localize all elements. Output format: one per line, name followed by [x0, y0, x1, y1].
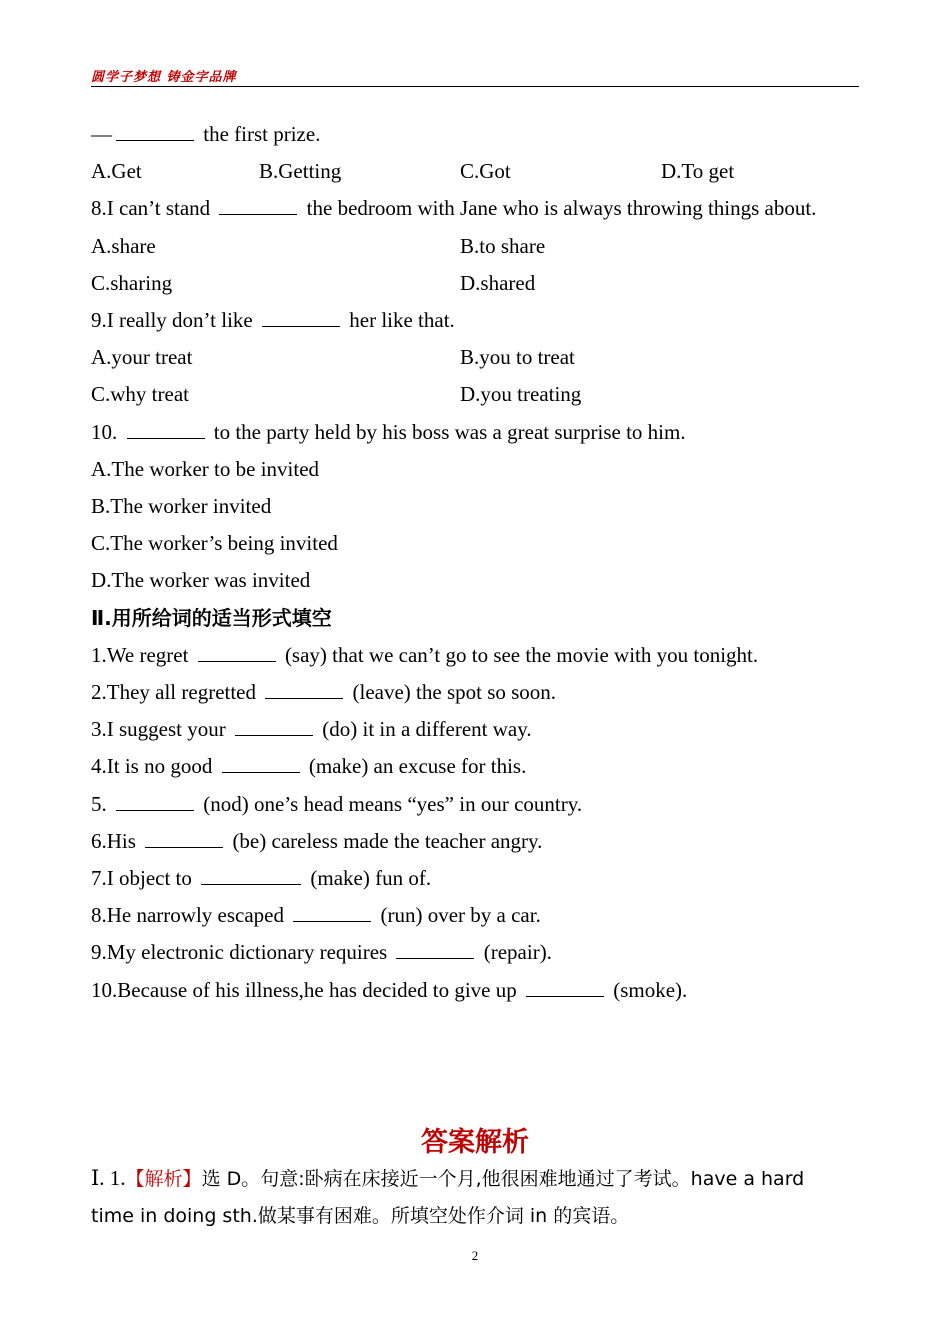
option-a: A.share — [91, 233, 156, 258]
answer-line-1 — [91, 1160, 861, 1198]
page-number: 2 — [471, 1248, 479, 1263]
question-7-options — [91, 153, 861, 190]
fill-item-9: 9.My electronic dictionary requires (repair). — [91, 940, 552, 965]
answer-blank — [293, 903, 371, 922]
question-8-options-row2 — [91, 265, 861, 302]
option-d: D.The worker was invited — [91, 568, 311, 593]
fill-item-10: 10.Because of his illness,he has decided to give up (smoke). — [91, 977, 688, 1002]
fill-item-3: 3.I suggest your (do) it in a different way. — [91, 717, 532, 742]
fill-item-6: 6.His (be) careless made the teacher angry. — [91, 828, 543, 853]
fill-item-7: 7.I object to (make) fun of. — [91, 866, 432, 891]
option-b: B.Getting — [259, 159, 342, 184]
answer-line-2: time in doing sth.做某事有困难。所填空处作介词 in 的宾语。 — [91, 1205, 630, 1227]
q9-suffix: her like that. — [344, 308, 455, 333]
answer-blank — [222, 754, 300, 773]
exercise-content — [91, 116, 861, 1009]
answer-blank — [262, 308, 340, 327]
analysis-tag: 【解析】 — [125, 1168, 202, 1190]
option-d: D.you treating — [460, 382, 582, 407]
answer-blank — [127, 420, 205, 439]
answer-blank — [219, 196, 297, 215]
option-c: C.why treat — [91, 382, 189, 407]
answer-blank — [116, 122, 194, 141]
answer-blank — [201, 866, 301, 885]
answer-item-number: Ⅰ. 1. — [91, 1166, 126, 1190]
section-2-title: Ⅱ.用所给词的适当形式填空 — [91, 605, 332, 630]
fill-item-4: 4.It is no good (make) an excuse for this. — [91, 754, 527, 779]
question-8-stem — [91, 190, 861, 227]
q10-suffix: to the party held by his boss was a great surprise to him. — [208, 419, 686, 444]
page-header — [91, 66, 859, 87]
option-d: D.shared — [460, 270, 536, 295]
option-a: A.your treat — [91, 345, 193, 370]
answer-blank — [235, 717, 313, 736]
question-8-options-row1 — [91, 228, 861, 265]
q10-prefix: 10. — [91, 419, 123, 444]
fill-item-2: 2.They all regretted (leave) the spot so soon. — [91, 680, 557, 705]
question-9-options-row1 — [91, 339, 861, 376]
option-a: A.The worker to be invited — [91, 456, 320, 481]
answer-blank — [396, 940, 474, 959]
q7-suffix: the first prize. — [198, 122, 321, 146]
question-9-options-row2 — [91, 376, 861, 413]
answer-blank — [116, 792, 194, 811]
q9-prefix: 9.I really don’t like — [91, 308, 258, 333]
answer-text-1: 选 D。句意:卧病在床接近一个月,他很困难地通过了考试。have a hard — [201, 1168, 805, 1190]
question-10-stem — [91, 414, 861, 451]
q8-prefix: 8.I can’t stand — [91, 196, 216, 221]
answer-section-title: 答案解析 — [421, 1127, 529, 1158]
answer-explanation — [91, 1160, 861, 1235]
option-c: C.sharing — [91, 270, 173, 295]
option-b: B.you to treat — [460, 345, 575, 370]
option-c: C.The worker’s being invited — [91, 531, 338, 556]
answer-blank — [526, 978, 604, 997]
answer-blank — [265, 680, 343, 699]
q7-prefix: — — [91, 122, 112, 146]
fill-item-8: 8.He narrowly escaped (run) over by a car. — [91, 903, 541, 928]
option-d: D.To get — [661, 159, 735, 184]
option-c: C.Got — [460, 159, 511, 184]
fill-item-1: 1.We regret (say) that we can’t go to see the movie with you tonight. — [91, 642, 759, 667]
answer-blank — [198, 643, 276, 662]
answer-blank — [145, 829, 223, 848]
option-b: B.to share — [460, 233, 546, 258]
question-9-stem — [91, 302, 861, 339]
q8-suffix: the bedroom with Jane who is always throwing things about. — [301, 196, 817, 221]
fill-item-5: 5. (nod) one’s head means “yes” in our country. — [91, 791, 583, 816]
option-b: B.The worker invited — [91, 494, 272, 519]
option-a: A.Get — [91, 159, 142, 184]
question-7-stem — [91, 116, 861, 153]
header-slogan: 圆学子梦想 铸金字品牌 — [91, 70, 237, 85]
